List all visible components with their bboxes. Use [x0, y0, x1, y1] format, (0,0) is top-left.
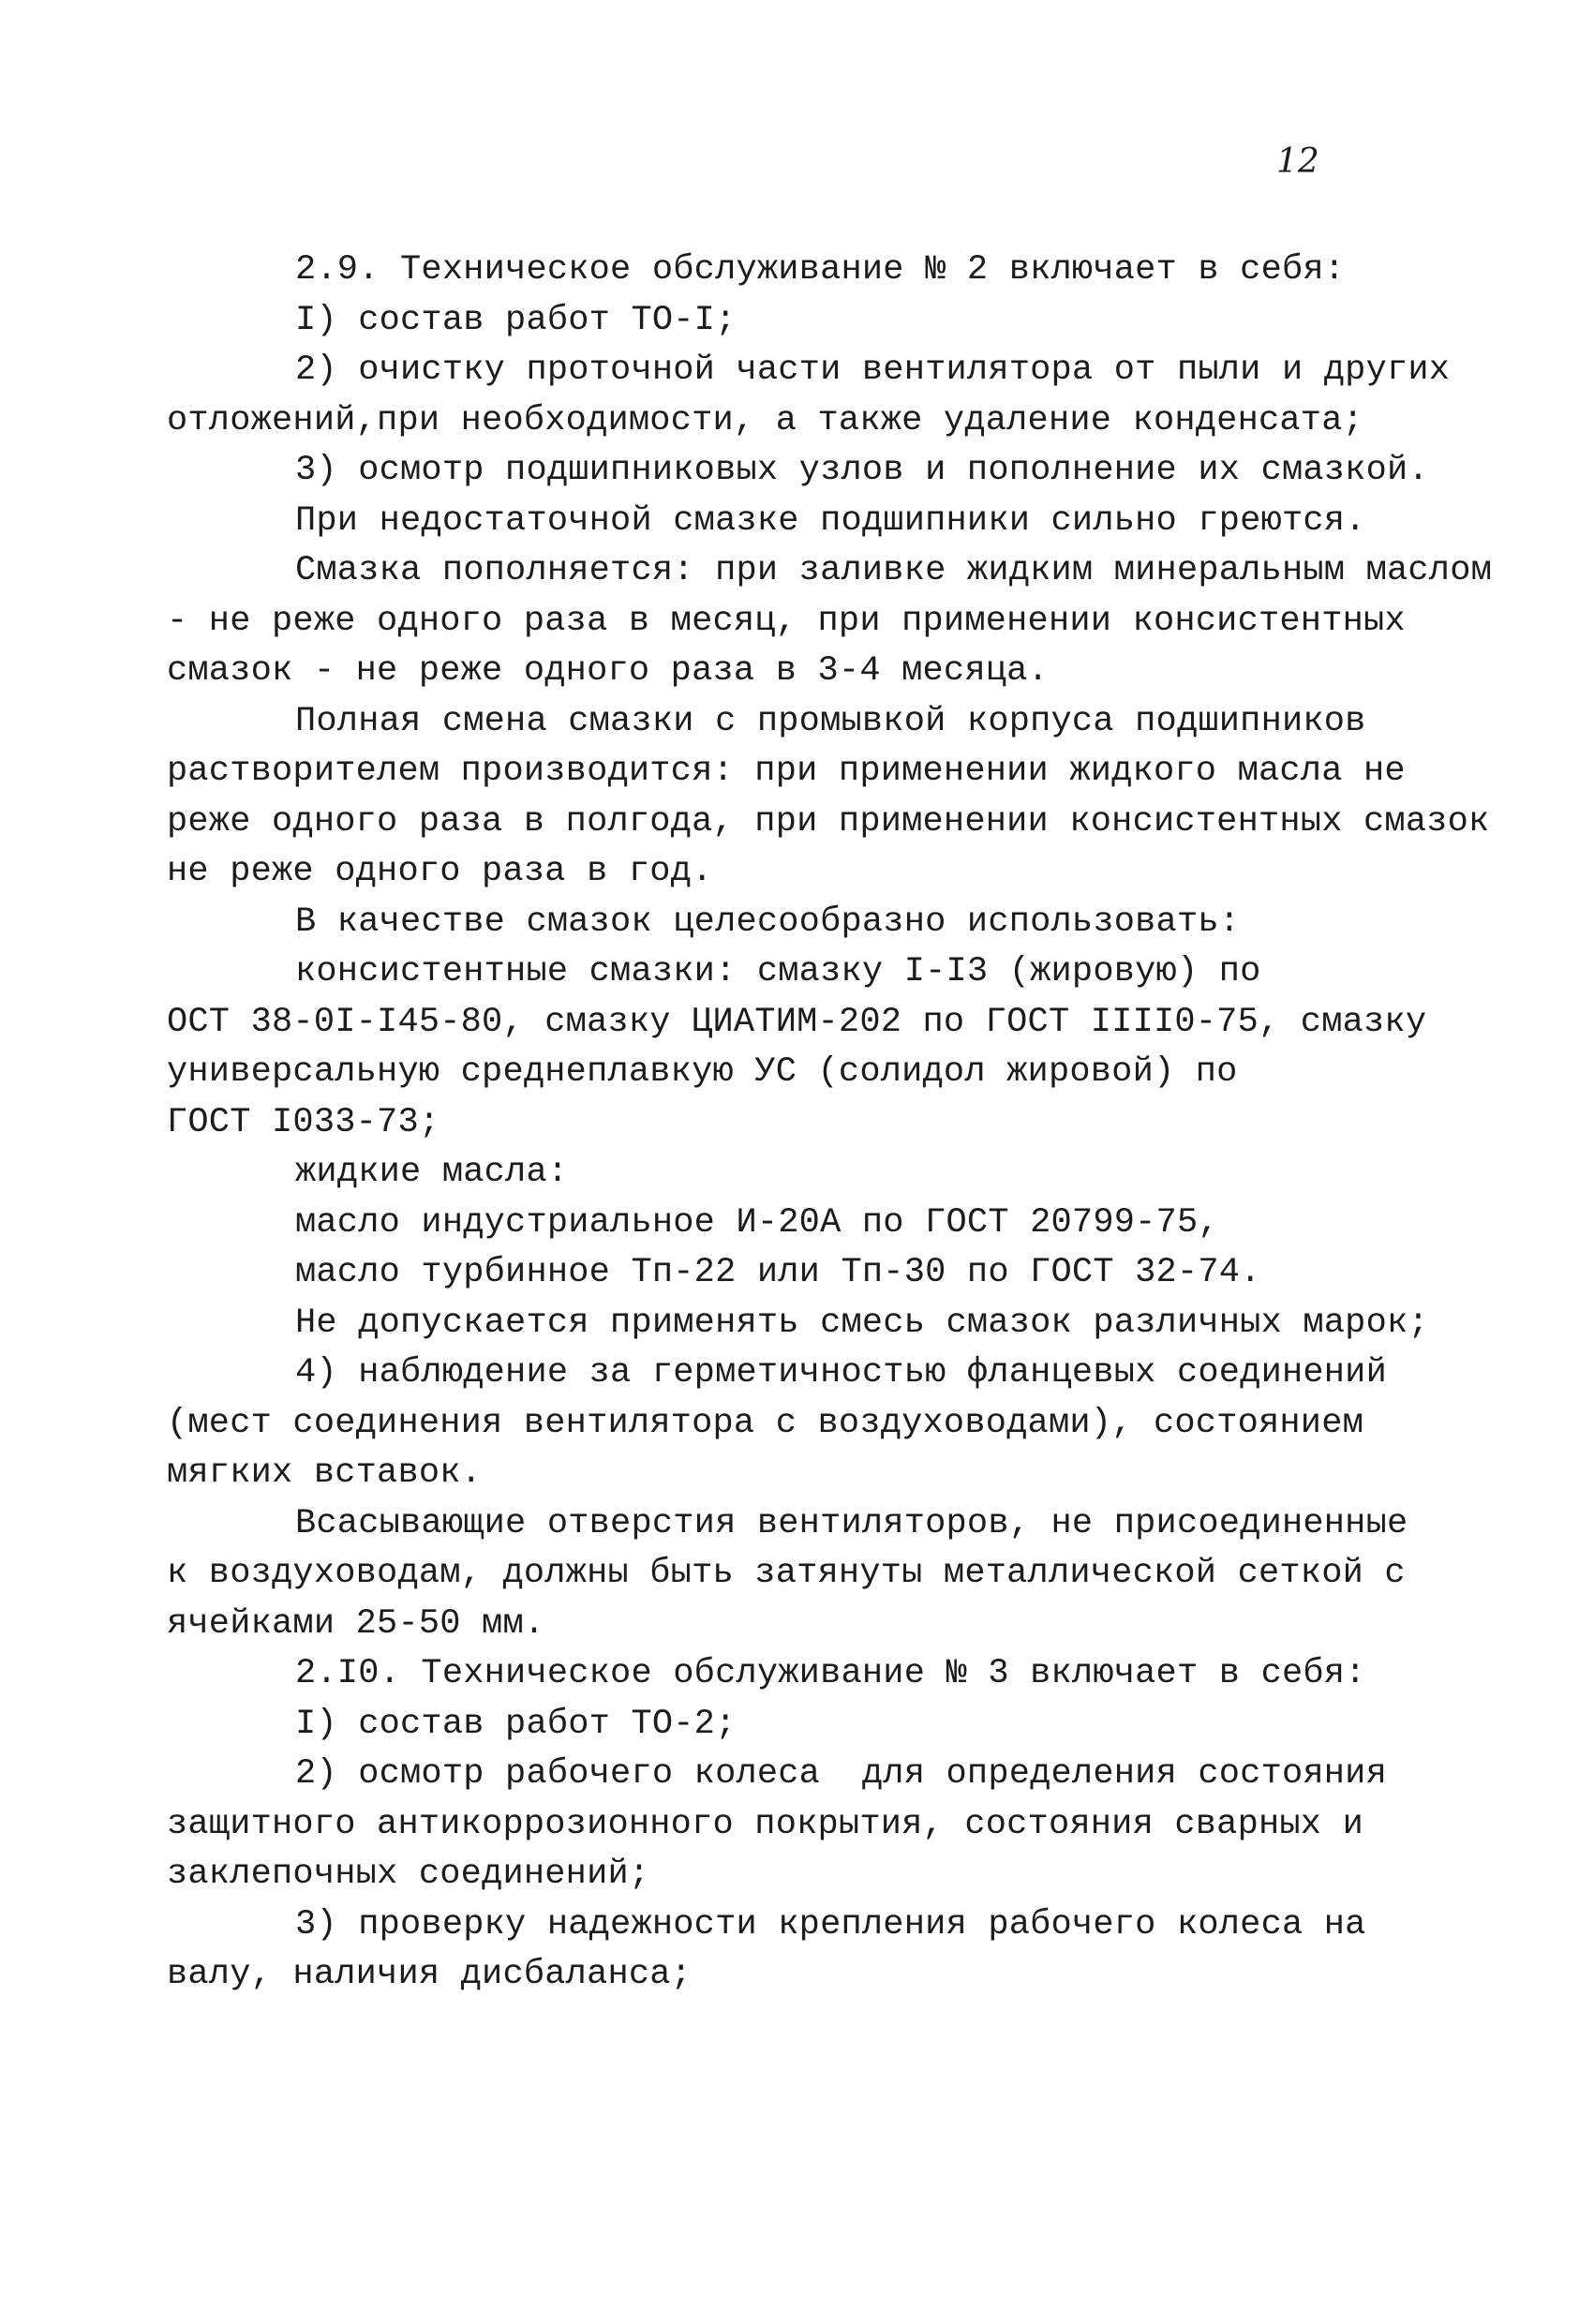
text-line: валу, наличия дисбаланса;: [167, 1955, 693, 1994]
text-line: масло индустриальное И-20А по ГОСТ 20799-75,: [295, 1202, 1219, 1243]
section-heading-2-9: 2.9. Техническое обслуживание № 2 включает в себя:: [295, 250, 1346, 290]
text-line: - не реже одного раза в месяц, при применении консистентных: [167, 601, 1406, 641]
text-line: В качестве смазок целесообразно использовать:: [295, 901, 1241, 942]
text-line: не реже одного раза в год.: [167, 852, 713, 891]
text-line: масло турбинное Тп-22 или Тп-30 по ГОСТ 32-74.: [295, 1253, 1261, 1292]
text-line: универсальную среднеплавкую УС (солидол жировой) по: [167, 1052, 1238, 1092]
text-line: растворителем производится: при применении жидкого масла не: [167, 752, 1406, 791]
text-line: При недостаточной смазке подшипники сильно греются.: [295, 500, 1366, 541]
text-line: смазок - не реже одного раза в 3-4 месяца.: [167, 651, 1049, 691]
text-line: Полная смена смазки с промывкой корпуса подшипников: [295, 701, 1366, 741]
text-line: Не допускается применять смесь смазок различных марок;: [295, 1303, 1429, 1343]
text-line: мягких вставок.: [167, 1453, 483, 1493]
text-line: ячейками 25-50 мм.: [167, 1603, 545, 1644]
text-line: отложений,при необходимости, а также удаление конденсата;: [167, 400, 1364, 440]
list-item: 2) очистку проточной части вентилятора от пыли и других: [295, 350, 1451, 390]
text-line: ОСТ 38-0I-I45-80, смазку ЦИАТИМ-202 по ГОСТ IIII0-75, смазку: [167, 1002, 1427, 1042]
text-line: к воздуховодам, должны быть затянуты металлической сеткой с: [167, 1554, 1406, 1593]
list-item: 3) проверку надежности крепления рабочего колеса на: [295, 1904, 1366, 1944]
text-line: заклепочных соединений;: [167, 1855, 650, 1894]
document-body: [167, 246, 1516, 2001]
list-item: 4) наблюдение за герметичностью фланцевых соединений: [295, 1353, 1387, 1393]
list-item: 2) осмотр рабочего колеса для определения состояния: [295, 1754, 1387, 1794]
text-line: Смазка пополняется: при заливке жидким минеральным маслом: [295, 551, 1493, 590]
text-line: жидкие масла:: [295, 1153, 569, 1192]
text-line: ГОСТ I033-73;: [167, 1102, 440, 1142]
text-line: (мест соединения вентилятора с воздуховодами), состоянием: [167, 1403, 1364, 1443]
list-item: I) состав работ ТО-2;: [295, 1704, 737, 1744]
text-line: защитного антикоррозионного покрытия, состояния сварных и: [167, 1804, 1364, 1844]
text-line: консистентные смазки: смазку I-I3 (жировую) по: [295, 952, 1261, 991]
text-line: Всасывающие отверстия вентиляторов, не присоединенные: [295, 1503, 1408, 1543]
section-heading-2-10: 2.I0. Техническое обслуживание № 3 включает в себя:: [295, 1654, 1366, 1693]
text-line: реже одного раза в полгода, при применении консистентных смазок: [167, 801, 1490, 842]
list-item: I) состав работ ТО-I;: [295, 300, 737, 340]
page-number: 12: [1276, 142, 1319, 181]
list-item: 3) осмотр подшипниковых узлов и пополнение их смазкой.: [295, 451, 1429, 490]
